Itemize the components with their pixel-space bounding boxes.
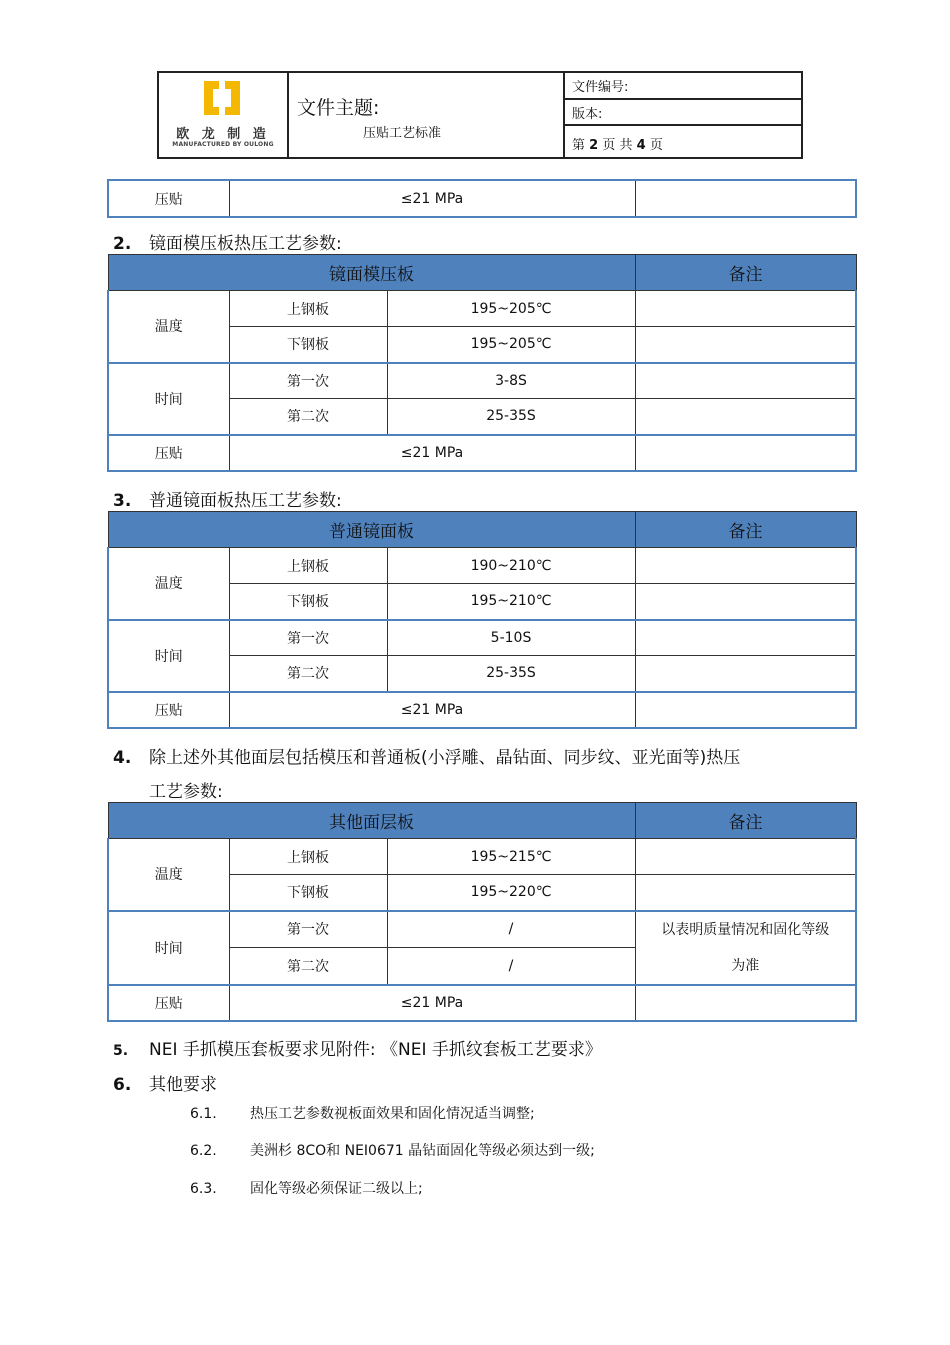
table-row (108, 180, 856, 217)
section-2-heading (113, 229, 342, 254)
press-label: 压贴 (108, 435, 229, 471)
second-time-value: / (387, 948, 635, 985)
table-row (108, 363, 856, 399)
press-value: ≤21 MPa (229, 985, 635, 1021)
remark-cell (635, 291, 856, 327)
table-header-row (108, 803, 856, 839)
page-indicator (572, 134, 663, 153)
second-time-label: 第二次 (229, 399, 387, 435)
press-value: ≤21 MPa (229, 692, 635, 728)
section-title: 除上述外其他面层包括模压和普通板(小浮雕、晶钻面、同步纹、亚光面等)热压 (149, 748, 741, 768)
remark-cell (635, 875, 856, 911)
first-time-label: 第一次 (229, 620, 387, 656)
upper-plate-label: 上钢板 (229, 839, 387, 875)
temp-label: 温度 (108, 839, 229, 911)
item-text: 热压工艺参数视板面效果和固化情况适当调整; (250, 1106, 535, 1122)
first-time-value: 3-8S (387, 363, 635, 399)
section-number: 4. (113, 748, 132, 768)
page-current: 2 (589, 138, 599, 153)
section-title: 镜面模压板热压工艺参数: (149, 234, 342, 254)
table-row (108, 291, 856, 327)
table-row (108, 985, 856, 1021)
section-text: NEI 手抓模压套板要求见附件: 《NEI 手抓纹套板工艺要求》 (149, 1040, 602, 1060)
remark-header: 备注 (635, 255, 856, 291)
table-title: 其他面层板 (108, 803, 635, 839)
temp-label: 温度 (108, 291, 229, 363)
section-4-heading (113, 743, 740, 768)
section-number: 6. (113, 1075, 132, 1095)
press-value: ≤21 MPa (229, 435, 635, 471)
time-remark-line-2: 为准 (731, 957, 760, 974)
item-text: 固化等级必须保证二级以上; (250, 1181, 423, 1197)
remark-cell (635, 692, 856, 728)
second-time-value: 25-35S (387, 656, 635, 692)
table-row (108, 911, 856, 948)
doc-number-label: 文件编号: (572, 80, 629, 95)
list-item (190, 1140, 595, 1160)
upper-plate-label: 上钢板 (229, 548, 387, 584)
time-label: 时间 (108, 620, 229, 692)
section-title: 其他要求 (149, 1075, 217, 1095)
section-number: 5. (113, 1043, 129, 1059)
logo-chinese-text: 欧 龙 制 造 (176, 127, 270, 142)
first-time-value: / (387, 911, 635, 948)
section-6-heading (113, 1070, 217, 1095)
upper-plate-label: 上钢板 (229, 291, 387, 327)
item-number: 6.1. (190, 1106, 217, 1122)
table-header-row (108, 512, 856, 548)
upper-plate-value: 195~205℃ (387, 291, 635, 327)
table-fragment (107, 179, 857, 218)
plain-mirror-table (107, 511, 857, 729)
page-number-row (563, 126, 801, 157)
document-subject-label: 文件主题: (297, 97, 380, 119)
remark-cell (635, 985, 856, 1021)
time-label: 时间 (108, 363, 229, 435)
company-logo (159, 73, 289, 157)
press-label: 压贴 (108, 985, 229, 1021)
table-row (108, 839, 856, 875)
other-surface-table (107, 802, 857, 1022)
page-suffix: 页 (649, 138, 663, 153)
table-row (108, 692, 856, 728)
remark-cell (635, 327, 856, 363)
time-remark-line-1: 以表明质量情况和固化等级 (661, 921, 830, 938)
lower-plate-label: 下钢板 (229, 875, 387, 911)
remark-cell (635, 839, 856, 875)
press-value: ≤21 MPa (229, 180, 635, 217)
version-row (563, 100, 801, 126)
time-remark (635, 911, 856, 985)
table-title: 普通镜面板 (108, 512, 635, 548)
document-subject: 压贴工艺标准 (363, 126, 442, 141)
oulong-logo-icon (202, 80, 242, 116)
remark-cell (635, 363, 856, 399)
second-time-value: 25-35S (387, 399, 635, 435)
remark-cell (635, 548, 856, 584)
lower-plate-value: 195~210℃ (387, 584, 635, 620)
remark-cell (635, 584, 856, 620)
logo-english-text: MANUFACTURED BY OULONG (172, 141, 274, 148)
remark-cell (635, 399, 856, 435)
temp-label: 温度 (108, 548, 229, 620)
remark-cell (635, 435, 856, 471)
second-time-label: 第二次 (229, 948, 387, 985)
lower-plate-value: 195~220℃ (387, 875, 635, 911)
remark-header: 备注 (635, 803, 856, 839)
page-total: 4 (636, 138, 646, 153)
remark-cell (635, 620, 856, 656)
upper-plate-value: 195~215℃ (387, 839, 635, 875)
section-4-heading-cont: 工艺参数: (149, 782, 223, 802)
mirror-molded-table (107, 254, 857, 472)
first-time-value: 5-10S (387, 620, 635, 656)
section-number: 3. (113, 491, 132, 511)
lower-plate-label: 下钢板 (229, 327, 387, 363)
header-title-cell (287, 73, 565, 157)
table-row (108, 435, 856, 471)
first-time-label: 第一次 (229, 911, 387, 948)
table-title: 镜面模压板 (108, 255, 635, 291)
table-row (108, 620, 856, 656)
lower-plate-label: 下钢板 (229, 584, 387, 620)
table-row (108, 548, 856, 584)
remark-header: 备注 (635, 512, 856, 548)
header-meta-cell (563, 73, 801, 157)
time-label: 时间 (108, 911, 229, 985)
doc-number-row (563, 73, 801, 100)
section-number: 2. (113, 234, 132, 254)
press-label: 压贴 (108, 180, 229, 217)
item-number: 6.3. (190, 1181, 217, 1197)
table-header-row (108, 255, 856, 291)
section-5 (113, 1035, 602, 1060)
upper-plate-value: 190~210℃ (387, 548, 635, 584)
first-time-label: 第一次 (229, 363, 387, 399)
second-time-label: 第二次 (229, 656, 387, 692)
lower-plate-value: 195~205℃ (387, 327, 635, 363)
page-prefix: 第 (572, 138, 586, 153)
press-label: 压贴 (108, 692, 229, 728)
list-item (190, 1103, 535, 1123)
page-mid: 页 共 (602, 138, 633, 153)
remark-cell (635, 180, 856, 217)
item-number: 6.2. (190, 1143, 217, 1159)
list-item (190, 1178, 423, 1198)
remark-cell (635, 656, 856, 692)
document-header (157, 71, 803, 159)
section-3-heading (113, 486, 342, 511)
section-title: 普通镜面板热压工艺参数: (149, 491, 342, 511)
version-label: 版本: (572, 107, 603, 122)
item-text: 美洲杉 8CO和 NEI0671 晶钻面固化等级必须达到一级; (250, 1143, 595, 1159)
